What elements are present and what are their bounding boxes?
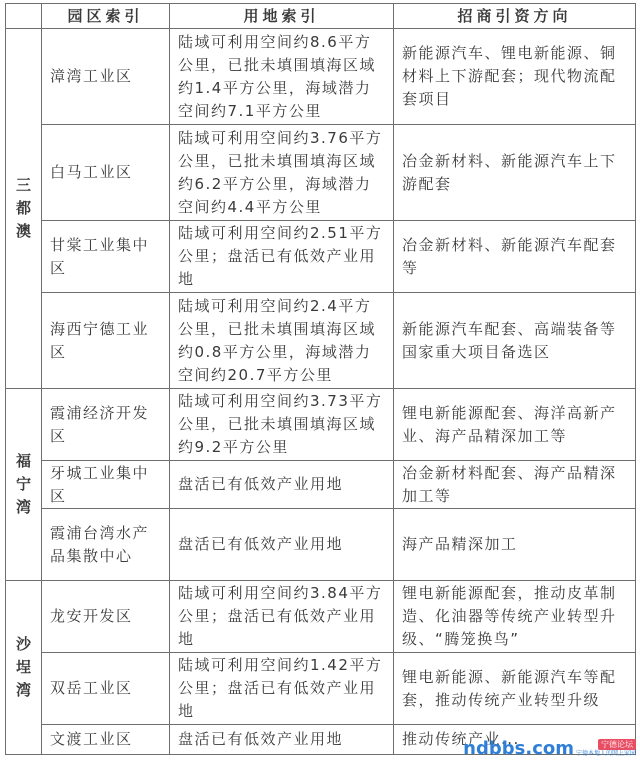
park-name: 白马工业区	[42, 125, 170, 221]
land-info: 陆域可利用空间约2.4平方公里，已批未填围填海区域约0.8平方公里，海域潜力空间约20.7平方公里	[170, 293, 394, 389]
land-info: 陆域可利用空间约3.76平方公里，已批未填围填海区域约6.2平方公里，海域潜力空间约4.4平方公里	[170, 125, 394, 221]
watermark-tag: 宁德论坛	[598, 739, 636, 750]
investment-direction: 新能源汽车配套、高端装备等国家重大项目备选区	[394, 293, 636, 389]
investment-direction: 锂电新能源、新能源汽车等配套，推动传统产业转型升级	[394, 653, 636, 725]
table-row	[6, 293, 636, 389]
land-info: 盘活已有低效产业用地	[170, 509, 394, 581]
park-name: 双岳工业区	[42, 653, 170, 725]
table-row	[6, 29, 636, 125]
table-row	[6, 125, 636, 221]
investment-direction: 推动传统产业...	[394, 725, 636, 755]
park-name: 漳湾工业区	[42, 29, 170, 125]
investment-table	[5, 3, 636, 755]
land-info: 陆域可利用空间约3.84平方公里；盘活已有低效产业用地	[170, 581, 394, 653]
investment-direction: 冶金新材料、新能源汽车配套等	[394, 221, 636, 293]
table-row	[6, 653, 636, 725]
investment-direction: 锂电新能源配套、海洋高新产业、海产品精深加工等	[394, 389, 636, 461]
investment-direction: 新能源汽车、锂电新能源、铜材料上下游配套；现代物流配套项目	[394, 29, 636, 125]
region-name: 三都澳	[16, 176, 33, 240]
investment-direction: 冶金新材料、新能源汽车上下游配套	[394, 125, 636, 221]
region-cell	[6, 581, 42, 755]
investment-direction: 冶金新材料配套、海产品精深加工等	[394, 461, 636, 509]
land-info: 陆域可利用空间约3.73平方公里，已批未填围填海区域约9.2平方公里	[170, 389, 394, 461]
header-region	[6, 4, 42, 29]
table-row	[6, 461, 636, 509]
land-info: 盘活已有低效产业用地	[170, 725, 394, 755]
park-name: 霞浦台湾水产品集散中心	[42, 509, 170, 581]
table-row	[6, 509, 636, 581]
watermark-logo: ndbbs.com	[463, 737, 574, 759]
header-park-index: 园区索引	[42, 4, 170, 29]
land-info: 陆域可利用空间约2.51平方公里；盘活已有低效产业用地	[170, 221, 394, 293]
park-name: 文渡工业区	[42, 725, 170, 755]
park-name: 甘棠工业集中区	[42, 221, 170, 293]
header-land-index: 用地索引	[170, 4, 394, 29]
land-info: 陆域可利用空间约1.42平方公里；盘活已有低效产业用地	[170, 653, 394, 725]
watermark-subtitle: 宁德本地人的网上家园	[575, 749, 636, 757]
park-name: 霞浦经济开发区	[42, 389, 170, 461]
table-row	[6, 221, 636, 293]
table-header-row	[6, 4, 636, 29]
table-row	[6, 581, 636, 653]
land-info: 盘活已有低效产业用地	[170, 461, 394, 509]
region-name: 福宁湾	[16, 452, 33, 516]
park-name: 牙城工业集中区	[42, 461, 170, 509]
header-investment-direction: 招商引资方向	[394, 4, 636, 29]
watermark-badge	[576, 739, 636, 758]
region-cell	[6, 389, 42, 581]
table-row	[6, 389, 636, 461]
region-name: 沙埕湾	[16, 635, 33, 699]
investment-direction: 海产品精深加工	[394, 509, 636, 581]
park-name: 海西宁德工业区	[42, 293, 170, 389]
investment-direction: 锂电新能源配套，推动皮革制造、化油器等传统产业转型升级、“腾笼换鸟”	[394, 581, 636, 653]
land-info: 陆域可利用空间约8.6平方公里，已批未填围填海区域约1.4平方公里，海域潜力空间约7.1平方公里	[170, 29, 394, 125]
park-name: 龙安开发区	[42, 581, 170, 653]
region-cell	[6, 29, 42, 389]
site-watermark	[463, 733, 636, 763]
